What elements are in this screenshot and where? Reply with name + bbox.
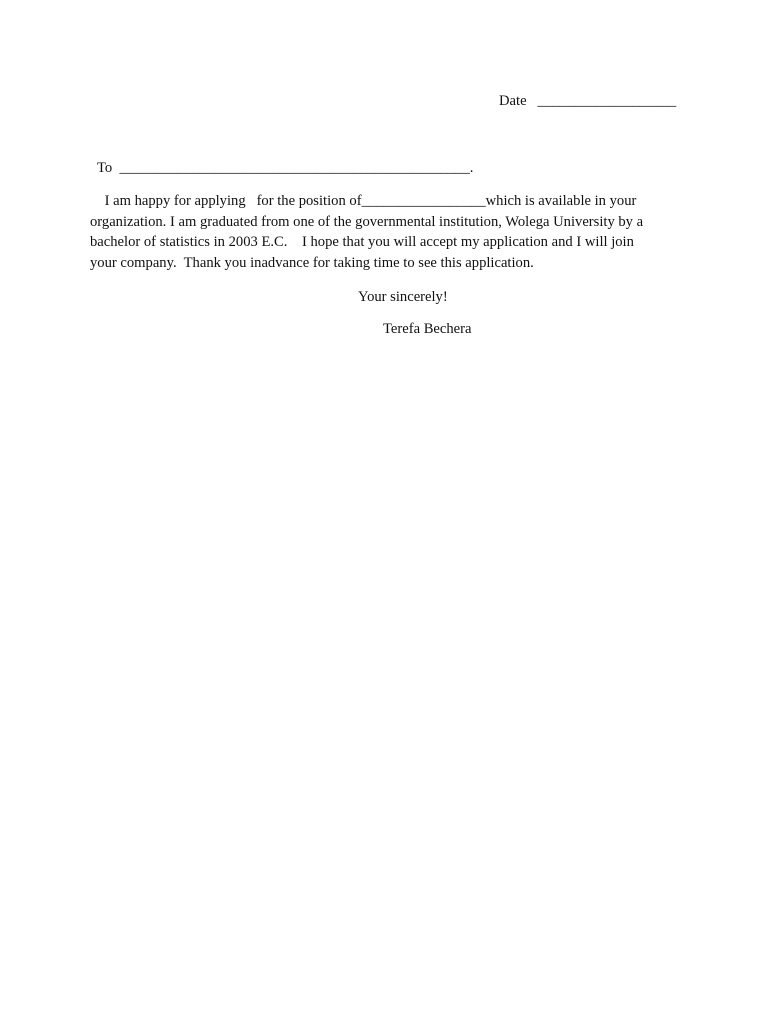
body-line: organization. I am graduated from one of the governmental institution, Wolega University by a <box>90 214 644 230</box>
signature-name: Terefa Bechera <box>383 321 472 337</box>
body-line: bachelor of statistics in 2003 E.C. I hope that you will accept my application and I will join <box>90 234 634 250</box>
body-line <box>90 194 636 209</box>
recipient-blank: ________________________________________________. <box>119 160 474 176</box>
date-line <box>499 94 676 109</box>
position-blank: _________________ <box>361 193 486 209</box>
closing: Your sincerely! <box>358 289 448 305</box>
body-line: your company. Thank you inadvance for taking time to see this application. <box>90 255 534 271</box>
body-text: which is available in your <box>485 193 637 209</box>
recipient-line <box>97 161 473 176</box>
to-label: To <box>97 160 113 176</box>
date-blank: ___________________ <box>537 93 677 109</box>
body-text: I am happy for applying for the position of <box>90 193 362 209</box>
date-label: Date <box>499 93 527 109</box>
